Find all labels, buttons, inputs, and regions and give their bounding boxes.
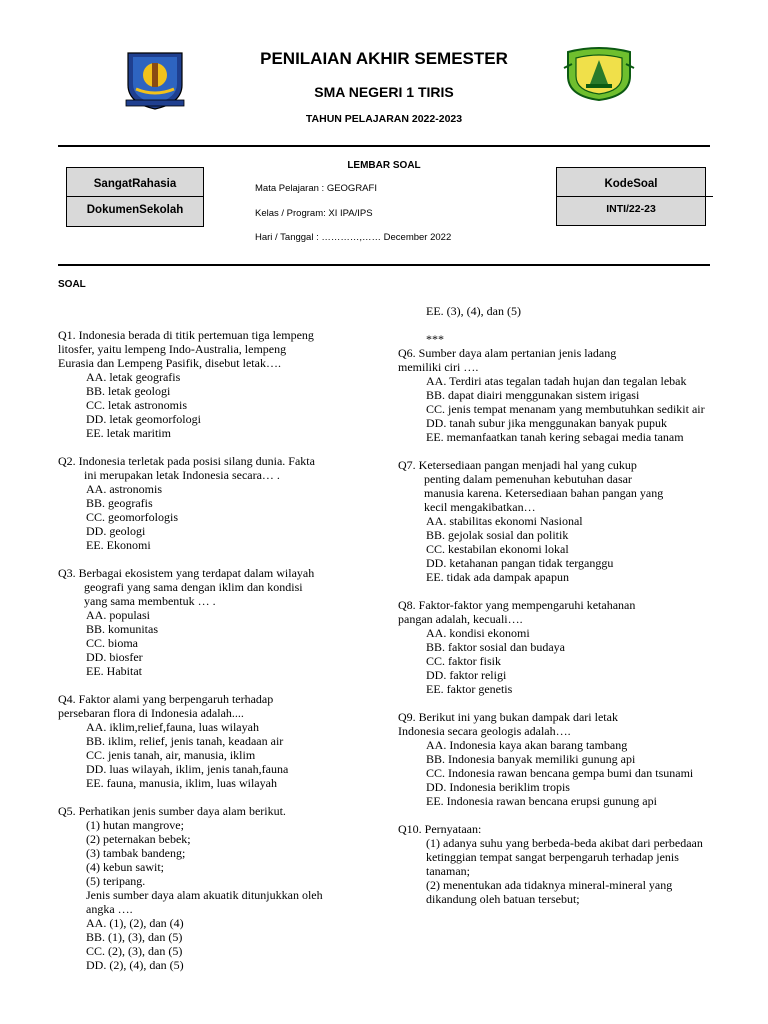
page-title: PENILAIAN AKHIR SEMESTER [260, 49, 508, 68]
answer-option: CC. Indonesia rawan bencana gempa bumi dan tsunami [426, 766, 694, 780]
answer-option: BB. gejolak sosial dan politik [426, 528, 569, 542]
question-text: Q4. Faktor alami yang berpengaruh terhadap [58, 692, 274, 706]
answer-option: BB. iklim, relief, jenis tanah, keadaan air [86, 734, 284, 748]
school-name: SMA NEGERI 1 TIRIS [314, 84, 454, 100]
code-value: INTI/22-23 [606, 203, 656, 215]
question-text: Eurasia dan Lempeng Pasifik, disebut letak…. [58, 356, 281, 370]
right-column [398, 304, 718, 920]
answer-option: DD. luas wilayah, iklim, jenis tanah,fauna [86, 762, 289, 776]
answer-option: DD. tanah subur jika menggunakan banyak pupuk [426, 416, 667, 430]
answer-option: DD. faktor religi [426, 668, 507, 682]
question-7 [398, 458, 718, 584]
school-document-label: DokumenSekolah [86, 204, 184, 216]
question-text: Q5. Perhatikan jenis sumber daya alam berikut. [58, 804, 286, 818]
answer-option: DD. ketahanan pangan tidak terganggu [426, 556, 614, 570]
question-text: manusia karena. Ketersediaan bahan pangan yang [424, 486, 664, 500]
answer-option: AA. (1), (2), dan (4) [86, 916, 184, 930]
answer-option: DD. letak geomorfologi [86, 412, 201, 426]
question-text: yang sama membentuk … . [84, 594, 216, 608]
academic-year: TAHUN PELAJARAN 2022-2023 [305, 113, 463, 125]
class-line: Kelas / Program: XI IPA/IPS [255, 208, 373, 219]
question-10 [398, 822, 718, 906]
statement-item: (5) teripang. [86, 874, 146, 888]
answer-option: CC. jenis tanah, air, manusia, iklim [86, 748, 256, 762]
statement-item: (4) kebun sawit; [86, 860, 164, 874]
question-8 [398, 598, 718, 696]
bottom-divider [58, 264, 710, 266]
question-3 [58, 566, 378, 678]
code-label: KodeSoal [604, 178, 658, 190]
question-text: Q9. Berikut ini yang bukan dampak dari letak [398, 710, 618, 724]
answer-option: CC. (2), (3), dan (5) [86, 944, 183, 958]
answer-option: EE. Ekonomi [86, 538, 151, 552]
answer-option: EE. memanfaatkan tanah kering sebagai media tanam [426, 430, 684, 444]
section-label: SOAL [58, 279, 86, 290]
confidential-box [66, 167, 204, 227]
question-text: Q8. Faktor-faktor yang mempengaruhi ketahanan [398, 598, 636, 612]
question-1 [58, 328, 378, 440]
answer-option: EE. fauna, manusia, iklim, luas wilayah [86, 776, 277, 790]
question-text: Q7. Ketersediaan pangan menjadi hal yang cukup [398, 458, 637, 472]
answer-option: CC. letak astronomis [86, 398, 187, 412]
question-text: memiliki ciri …. [398, 360, 479, 374]
answer-option: DD. (2), (4), dan (5) [86, 958, 184, 972]
answer-option: AA. astronomis [86, 482, 162, 496]
answer-option: BB. komunitas [86, 622, 159, 636]
sheet-title: LEMBAR SOAL [347, 160, 421, 171]
answer-option: AA. Indonesia kaya akan barang tambang [426, 738, 628, 752]
answer-option: EE. tidak ada dampak apapun [426, 570, 569, 584]
answer-option: BB. dapat diairi menggunakan sistem irigasi [426, 388, 640, 402]
statement-item: (1) adanya suhu yang berbeda-beda akibat dari perbedaan ketinggian tempat sangat berpengaruh terhadap jenis tanaman; [426, 836, 703, 878]
question-5 [58, 804, 378, 972]
question-text: litosfer, yaitu lempeng Indo-Australia, lempeng [58, 342, 287, 356]
statement-item: (2) menentukan ada tidaknya mineral-mineral yang dikandung oleh batuan tersebut; [426, 878, 673, 906]
code-box [556, 167, 706, 226]
answer-option: EE. Indonesia rawan bencana erupsi gunung api [426, 794, 657, 808]
question-6 [398, 346, 718, 444]
answer-option: DD. geologi [86, 524, 146, 538]
question-text: angka …. [86, 902, 133, 916]
answer-option: DD. Indonesia beriklim tropis [426, 780, 570, 794]
question-text: ini merupakan letak Indonesia secara… . [84, 468, 280, 482]
question-text: Q3. Berbagai ekosistem yang terdapat dalam wilayah [58, 566, 315, 580]
subject-line: Mata Pelajaran : GEOGRAFI [255, 183, 377, 194]
answer-option: AA. iklim,relief,fauna, luas wilayah [86, 720, 259, 734]
question-text: Jenis sumber daya alam akuatik ditunjukkan oleh [86, 888, 323, 902]
top-divider [58, 145, 710, 147]
answer-option: CC. geomorfologis [86, 510, 178, 524]
question-4 [58, 692, 378, 790]
question-9 [398, 710, 718, 808]
box-divider [557, 196, 713, 197]
question-text: Q6. Sumber daya alam pertanian jenis ladang [398, 346, 617, 360]
statement-item: (3) tambak bandeng; [86, 846, 186, 860]
date-line: Hari / Tanggal : …………,…… December 2022 [255, 232, 452, 243]
answer-option: CC. kestabilan ekonomi lokal [426, 542, 569, 556]
answer-option: BB. (1), (3), dan (5) [86, 930, 183, 944]
answer-option: BB. letak geologi [86, 384, 171, 398]
answer-option: EE. letak maritim [86, 426, 171, 440]
question-text: geografi yang sama dengan iklim dan kondisi [84, 580, 303, 594]
answer-option: CC. faktor fisik [426, 654, 501, 668]
box-divider [67, 196, 203, 197]
statement-item: (1) hutan mangrove; [86, 818, 184, 832]
question-text: Q1. Indonesia berada di titik pertemuan tiga lempeng [58, 328, 314, 342]
answer-option: AA. kondisi ekonomi [426, 626, 530, 640]
question-text: kecil mengakibatkan… [424, 500, 536, 514]
statement-item: (2) peternakan bebek; [86, 832, 191, 846]
answer-option: BB. Indonesia banyak memiliki gunung api [426, 752, 636, 766]
confidential-label: SangatRahasia [93, 178, 177, 190]
answer-option: EE. (3), (4), dan (5) [426, 304, 521, 318]
question-text: persebaran flora di Indonesia adalah.... [58, 706, 244, 720]
answer-option: AA. letak geografis [86, 370, 181, 384]
answer-option: DD. biosfer [86, 650, 143, 664]
answer-option: AA. stabilitas ekonomi Nasional [426, 514, 583, 528]
answer-option: AA. Terdiri atas tegalan tadah hujan dan tegalan lebak [426, 374, 687, 388]
left-column [58, 328, 378, 986]
question-text: pangan adalah, kecuali…. [398, 612, 523, 626]
question-text: Q2. Indonesia terletak pada posisi silang dunia. Fakta [58, 454, 315, 468]
answer-option: CC. jenis tempat menanam yang membutuhkan sedikit air [426, 402, 705, 416]
separator: *** [426, 332, 444, 346]
question-text: Indonesia secara geologis adalah…. [398, 724, 571, 738]
question-2 [58, 454, 378, 552]
question-text: penting dalam pemenuhan kebutuhan dasar [424, 472, 632, 486]
answer-option: BB. geografis [86, 496, 153, 510]
answer-option: EE. faktor genetis [426, 682, 513, 696]
answer-option: AA. populasi [86, 608, 150, 622]
question-text: Q10. Pernyataan: [398, 822, 482, 836]
answer-option: CC. bioma [86, 636, 139, 650]
answer-option: EE. Habitat [86, 664, 142, 678]
answer-option: BB. faktor sosial dan budaya [426, 640, 565, 654]
